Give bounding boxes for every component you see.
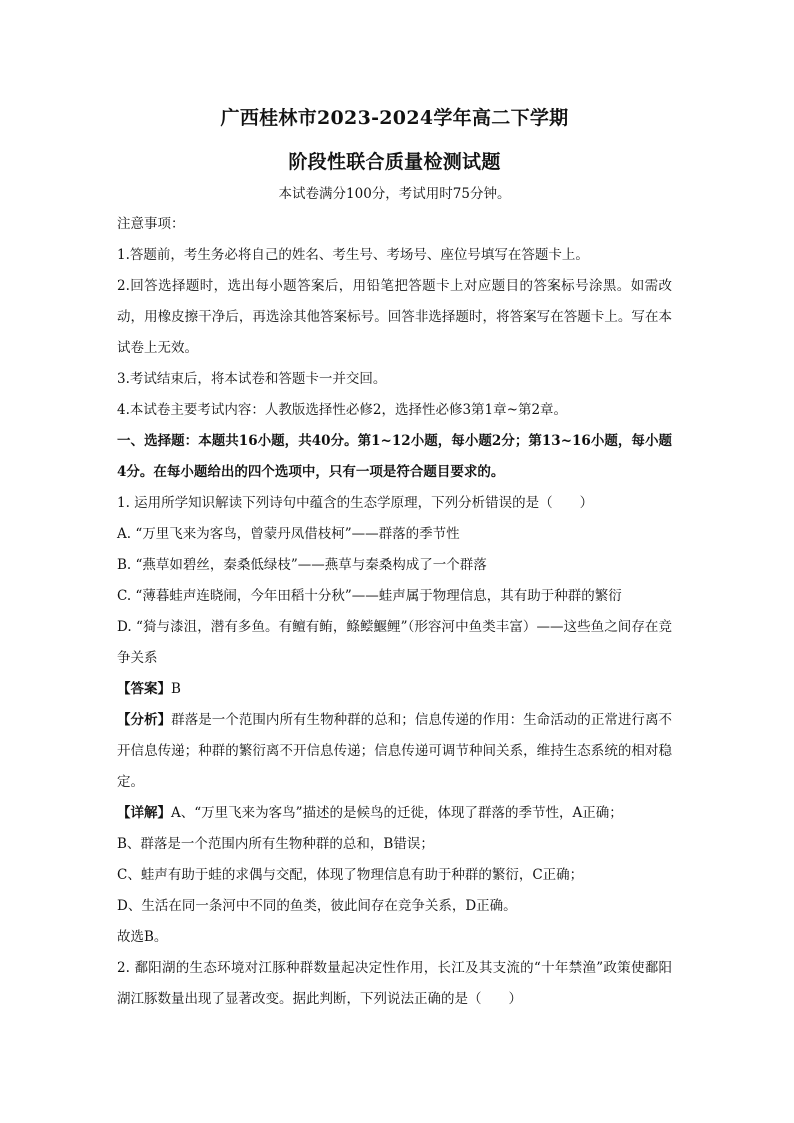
q2-stem: 2. 鄱阳湖的生态环境对江豚种群数量起决定性作用，长江及其支流的“十年禁渔”政策使鄱阳湖江豚数量出现了显著改变。据此判断，下列说法正确的是（ ）: [117, 960, 672, 1007]
answer-value: B: [171, 681, 181, 697]
analysis-text: 群落是一个范围内所有生物种群的总和；信息传递的作用：生命活动的正常进行离不开信息传递；种群的繁衍离不开信息传递；信息传递可调节种间关系，维持生态系统的相对稳定。: [117, 712, 673, 790]
exam-title-line2: 阶段性联合质量检测试题: [288, 151, 501, 173]
q1-conclusion: 故选B。: [117, 929, 168, 945]
exam-subtitle: 本试卷满分100分，考试用时75分钟。: [278, 186, 511, 202]
analysis-tag: 【分析】: [117, 712, 172, 728]
detail-tag: 【详解】: [117, 805, 171, 821]
note-item-1: 1.答题前，考生务必将自己的姓名、考生号、考场号、座位号填写在答题卡上。: [117, 247, 589, 263]
q1-option-b: B. “燕草如碧丝，秦桑低绿枝”——燕草与秦桑构成了一个群落: [117, 557, 487, 573]
exam-title-line1: 广西桂林市2023-2024学年高二下学期: [220, 107, 569, 129]
note-item-2: 2.回答选择题时，选出每小题答案后，用铅笔把答题卡上对应题目的答案标号涂黑。如需改动，用橡皮擦干净后，再选涂其他答案标号。回答非选择题时，将答案写在答题卡上。写在本试卷上无效。: [117, 278, 672, 356]
answer-tag: 【答案】: [117, 681, 171, 697]
q1-detail-line-c: C、蛙声有助于蛙的求偶与交配，体现了物理信息有助于种群的繁衍，C正确；: [117, 867, 584, 883]
detail-text-a: A、“万里飞来为客鸟”描述的是候鸟的迁徙，体现了群落的季节性，A正确；: [171, 805, 623, 821]
q1-option-c: C. “薄暮蛙声连晓闹，今年田稻十分秋”——蛙声属于物理信息，其有助于种群的繁衍: [117, 588, 622, 604]
q1-detail-line-b: B、群落是一个范围内所有生物种群的总和，B错误；: [117, 836, 434, 852]
q1-answer: [117, 674, 672, 705]
note-item-3: 3.考试结束后，将本试卷和答题卡一并交回。: [117, 371, 387, 387]
q1-option-d: D. “猗与漆沮，潜有多鱼。有鳣有鲔，鲦鲿鰋鲤”（形容河中鱼类丰富）——这些鱼之间存在竞争关系: [117, 619, 672, 666]
section1-heading: 一、选择题：本题共16小题，共40分。第1~12小题，每小题2分；第13~16小题，每小题4分。在每小题给出的四个选项中，只有一项是符合题目要求的。: [117, 433, 672, 480]
q1-detail-line-d: D、生活在同一条河中不同的鱼类，彼此间存在竞争关系，D正确。: [117, 898, 517, 914]
q1-analysis: [117, 705, 672, 798]
q1-detail-line-a: [117, 798, 672, 829]
notes-heading: 注意事项：: [117, 216, 185, 232]
exam-page: [117, 95, 672, 1015]
q1-option-a: A. “万里飞来为客鸟，曾蒙丹凤借枝柯”——群落的季节性: [117, 526, 460, 542]
q1-stem: 1. 运用所学知识解读下列诗句中蕴含的生态学原理，下列分析错误的是（ ）: [117, 495, 594, 511]
note-item-4: 4.本试卷主要考试内容：人教版选择性必修2，选择性必修3第1章~第2章。: [117, 402, 568, 418]
